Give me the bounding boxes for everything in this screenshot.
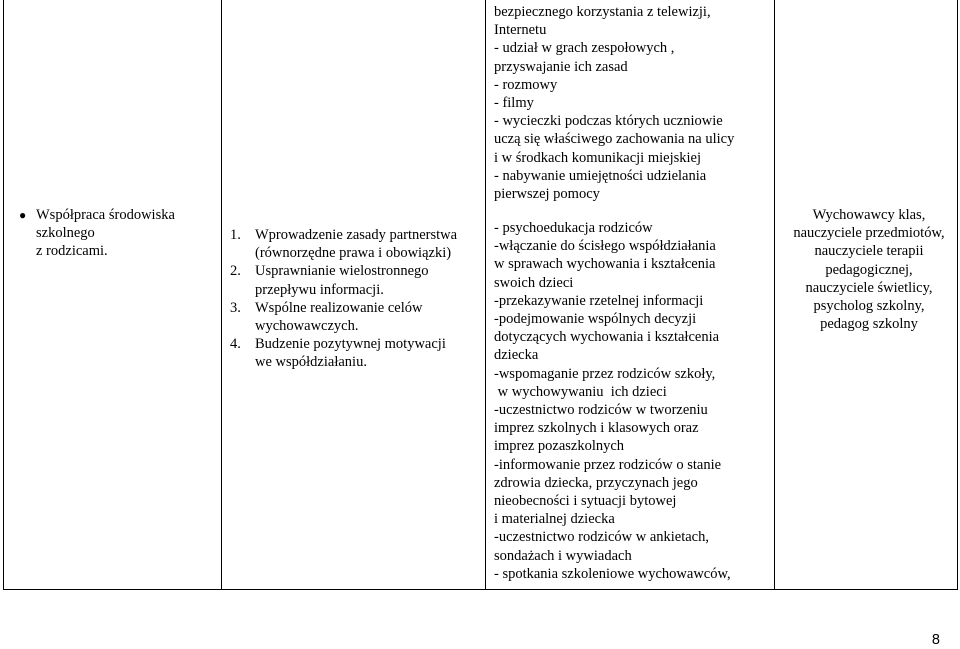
- responsible-line: nauczyciele świetlicy,: [805, 279, 933, 296]
- method-line: nieobecności i sytuacji bytowej: [494, 493, 677, 510]
- method-line: - nabywanie umiejętności udzielania: [494, 167, 707, 184]
- task-line: Usprawnianie wielostronnego: [255, 263, 429, 280]
- method-line: imprez pozaszkolnych: [494, 438, 625, 455]
- method-line: - rozmowy: [494, 76, 558, 93]
- method-line: bezpiecznego korzystania z telewizji,: [494, 4, 711, 20]
- task-line: Budzenie pozytywnej motywacji: [255, 336, 446, 353]
- task-item: [230, 262, 480, 298]
- method-line: -przekazywanie rzetelnej informacji: [494, 292, 704, 309]
- task-line: wychowawczych.: [255, 318, 359, 335]
- method-line: - udział w grach zespołowych ,: [494, 40, 675, 57]
- task-line: Wprowadzenie zasady partnerstwa: [255, 227, 458, 243]
- method-line: -wspomaganie przez rodziców szkoły,: [494, 365, 716, 382]
- method-line: pierwszej pomocy: [494, 186, 600, 203]
- method-line: dziecka: [494, 347, 539, 364]
- task-item: [230, 299, 480, 335]
- task-line: Wspólne realizowanie celów: [255, 299, 423, 316]
- methods-block-continued: [494, 3, 784, 203]
- table-divider-1: [221, 0, 222, 590]
- goal-line: szkolnego: [36, 225, 95, 242]
- task-number: 1.: [230, 227, 241, 243]
- task-line: (równorzędne prawa i obowiązki): [255, 245, 452, 262]
- method-line: Internetu: [494, 22, 547, 39]
- goal-line: z rodzicami.: [36, 243, 108, 260]
- task-line: we współdziałaniu.: [255, 354, 367, 371]
- tasks-cell: [230, 226, 480, 372]
- method-line: - wycieczki podczas których uczniowie: [494, 113, 723, 130]
- methods-block-parents: [494, 219, 784, 583]
- method-line: sondażach i wywiadach: [494, 547, 632, 564]
- method-line: -informowanie przez rodziców o stanie: [494, 456, 722, 473]
- goal-item: [16, 206, 206, 261]
- method-line: przyswajanie ich zasad: [494, 58, 628, 75]
- method-line: w wychowywaniu ich dzieci: [494, 383, 667, 400]
- task-number: 3.: [230, 299, 241, 316]
- table-border-bottom: [3, 589, 958, 590]
- responsible-line: nauczyciele przedmiotów,: [793, 225, 945, 242]
- method-line: - psychoedukacja rodziców: [494, 220, 653, 236]
- bullet-icon: ●: [19, 208, 27, 222]
- task-item: [230, 226, 480, 262]
- method-line: -uczestnictwo rodziców w ankietach,: [494, 529, 709, 546]
- task-line: przepływu informacji.: [255, 281, 384, 298]
- table-divider-2: [485, 0, 486, 590]
- goal-cell: [16, 206, 206, 261]
- responsible-line: nauczyciele terapii: [814, 243, 924, 260]
- task-number: 4.: [230, 336, 241, 353]
- page-number: 8: [931, 632, 940, 648]
- task-item: [230, 335, 480, 371]
- method-line: swoich dzieci: [494, 274, 574, 291]
- method-line: -podejmowanie wspólnych decyzji: [494, 311, 697, 328]
- method-line: imprez szkolnych i klasowych oraz: [494, 420, 699, 437]
- method-line: i w środkach komunikacji miejskiej: [494, 149, 701, 166]
- method-line: zdrowia dziecka, przyczynach jego: [494, 474, 698, 491]
- method-line: dotyczących wychowania i kształcenia: [494, 329, 720, 346]
- method-line: - filmy: [494, 95, 534, 112]
- responsible-cell: [780, 206, 958, 333]
- responsible-line: pedagogicznej,: [825, 261, 913, 278]
- responsible-line: pedagog szkolny: [820, 316, 918, 333]
- method-line: -uczestnictwo rodziców w tworzeniu: [494, 402, 708, 419]
- responsible-line: psycholog szkolny,: [813, 298, 925, 315]
- method-line: i materialnej dziecka: [494, 511, 615, 528]
- table-border-left: [3, 0, 4, 590]
- method-line: - spotkania szkoleniowe wychowawców,: [494, 565, 731, 582]
- method-line: uczą się właściwego zachowania na ulicy: [494, 131, 735, 148]
- task-number: 2.: [230, 263, 241, 280]
- responsible-line: Wychowawcy klas,: [812, 207, 926, 223]
- method-line: -włączanie do ścisłego współdziałania: [494, 238, 716, 255]
- goal-line: Współpraca środowiska: [36, 207, 175, 223]
- method-line: w sprawach wychowania i kształcenia: [494, 256, 716, 273]
